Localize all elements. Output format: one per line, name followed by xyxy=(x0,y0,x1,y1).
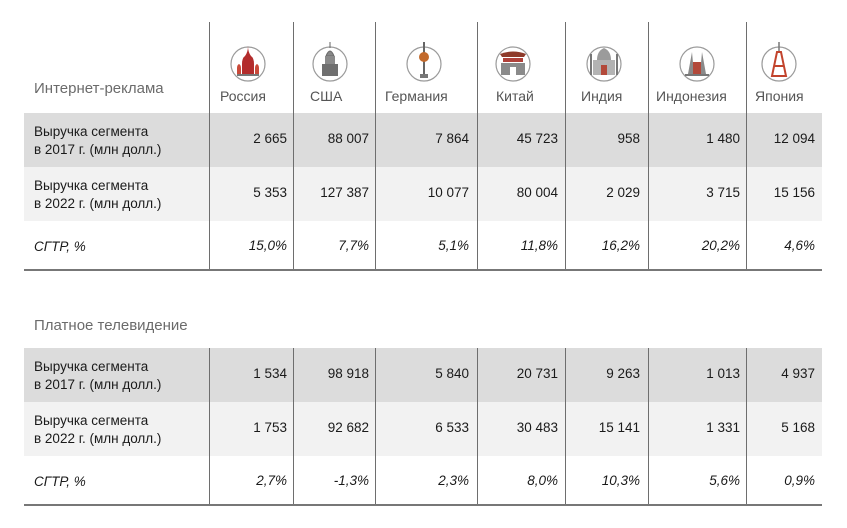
row-label: Выручка сегмента в 2017 г. (млн долл.) xyxy=(34,359,162,392)
column-divider xyxy=(209,22,210,269)
column-divider xyxy=(293,348,294,504)
table-cell: 15 141 xyxy=(598,420,640,435)
column-divider xyxy=(375,22,376,269)
row-label: Выручка сегмента в 2022 г. (млн долл.) xyxy=(34,413,162,446)
column-divider xyxy=(746,22,747,269)
country-label-india: Индия xyxy=(581,88,623,104)
table-cell: 1 753 xyxy=(253,420,287,435)
column-divider xyxy=(293,22,294,269)
table-cell: 9 263 xyxy=(606,366,640,381)
table-cell: 88 007 xyxy=(327,131,369,146)
column-divider xyxy=(746,348,747,504)
country-label-japan: Япония xyxy=(755,88,804,104)
table-cell: 958 xyxy=(617,131,640,146)
table-cell: 2 029 xyxy=(606,185,640,200)
table-cell: 2,7% xyxy=(256,473,287,488)
table-row xyxy=(24,167,822,221)
table-cell: 7,7% xyxy=(338,238,369,253)
row-label-cagr: CГТР, % xyxy=(34,474,86,489)
pagoda-gate-icon xyxy=(494,38,532,84)
table-row xyxy=(24,113,822,167)
column-divider xyxy=(565,348,566,504)
table-cell: 2 665 xyxy=(253,131,287,146)
row-label: Выручка сегмента в 2022 г. (млн долл.) xyxy=(34,178,162,211)
column-divider xyxy=(209,348,210,504)
temple-icon xyxy=(678,38,716,84)
table-cell: 5 168 xyxy=(781,420,815,435)
table-cell: 10 077 xyxy=(427,185,469,200)
table-cell: 2,3% xyxy=(438,473,469,488)
table-cell: 5 840 xyxy=(435,366,469,381)
column-divider xyxy=(648,348,649,504)
table-cell: 10,3% xyxy=(601,473,640,488)
column-divider xyxy=(477,348,478,504)
table-cell: 4,6% xyxy=(784,238,815,253)
table-cell: 80 004 xyxy=(516,185,558,200)
country-label-germany: Германия xyxy=(385,88,448,104)
table-cell: 5 353 xyxy=(253,185,287,200)
tokyo-tower-icon xyxy=(760,38,798,84)
table-cell: -1,3% xyxy=(333,473,369,488)
table-cell: 15 156 xyxy=(773,185,815,200)
taj-mahal-icon xyxy=(585,38,623,84)
table-cell: 98 918 xyxy=(327,366,369,381)
section-bottom-rule xyxy=(24,269,822,271)
column-divider xyxy=(477,22,478,269)
table-row xyxy=(24,348,822,402)
table-row xyxy=(24,402,822,456)
table-cell: 6 533 xyxy=(435,420,469,435)
table-cell: 20 731 xyxy=(516,366,558,381)
table-cell: 3 715 xyxy=(706,185,740,200)
tv-tower-icon xyxy=(405,38,443,84)
table-cell: 0,9% xyxy=(784,473,815,488)
table-cell: 12 094 xyxy=(773,131,815,146)
table-cell: 11,8% xyxy=(520,238,558,253)
table-cell: 1 331 xyxy=(706,420,740,435)
table-cell: 45 723 xyxy=(516,131,558,146)
section-title-pay-tv: Платное телевидение xyxy=(34,317,188,334)
country-label-russia: Россия xyxy=(220,88,266,104)
row-label: Выручка сегмента в 2017 г. (млн долл.) xyxy=(34,124,162,157)
country-label-usa: США xyxy=(310,88,343,104)
table-cell: 5,1% xyxy=(438,238,469,253)
section-title-internet-ads: Интернет-реклама xyxy=(34,80,164,97)
table-cell: 7 864 xyxy=(435,131,469,146)
skyscraper-icon xyxy=(311,38,349,84)
column-divider xyxy=(648,22,649,269)
table-cell: 127 387 xyxy=(320,185,369,200)
table-cell: 5,6% xyxy=(709,473,740,488)
table-cell: 1 013 xyxy=(706,366,740,381)
table-cell: 1 534 xyxy=(253,366,287,381)
table-cell: 15,0% xyxy=(248,238,287,253)
section-bottom-rule xyxy=(24,504,822,506)
column-divider xyxy=(375,348,376,504)
country-label-china: Китай xyxy=(496,88,534,104)
country-label-indonesia: Индонезия xyxy=(656,88,727,104)
table-cell: 16,2% xyxy=(601,238,640,253)
table-cell: 1 480 xyxy=(706,131,740,146)
table-cell: 30 483 xyxy=(516,420,558,435)
table-cell: 4 937 xyxy=(781,366,815,381)
column-divider xyxy=(565,22,566,269)
table-cell: 20,2% xyxy=(701,238,740,253)
table-cell: 92 682 xyxy=(327,420,369,435)
table-row xyxy=(24,456,822,504)
kremlin-icon xyxy=(229,38,267,84)
table-cell: 8,0% xyxy=(527,473,558,488)
row-label-cagr: CГТР, % xyxy=(34,239,86,254)
